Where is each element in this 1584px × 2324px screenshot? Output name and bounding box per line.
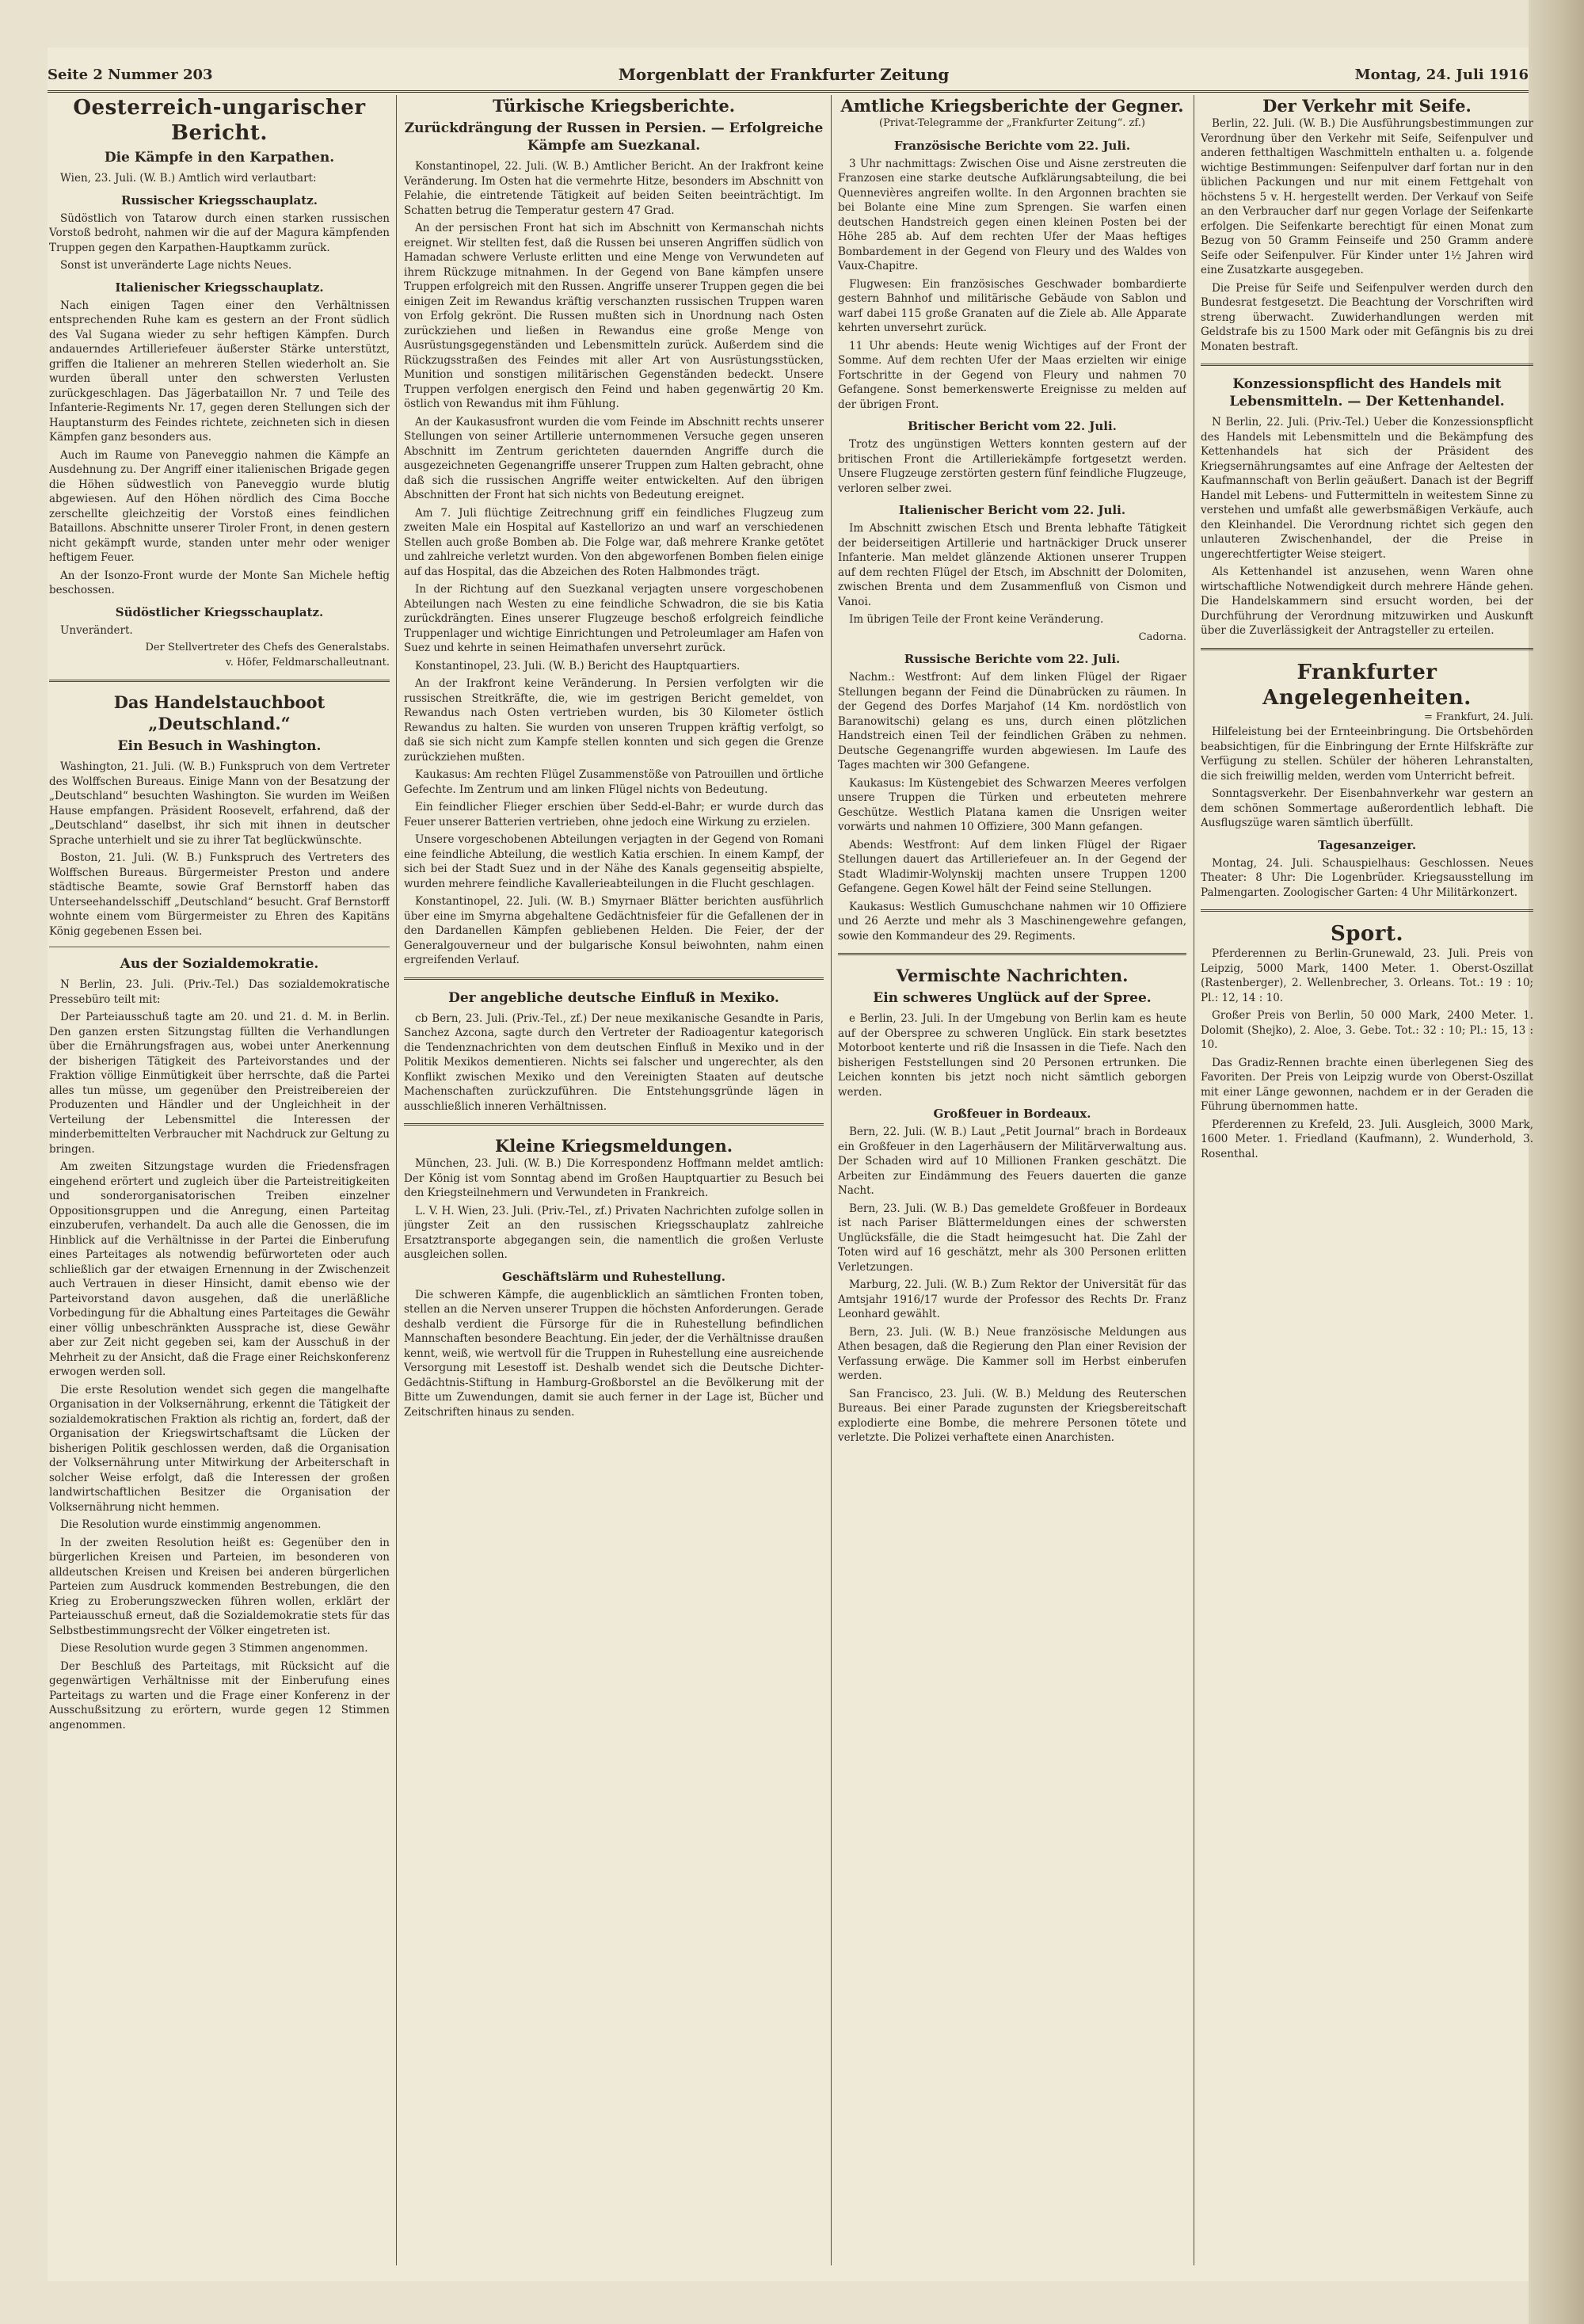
paragraph: Unverändert. [60,623,133,637]
book-spine [1529,0,1584,2324]
article-headline: Konzessionspflicht des Handels mit Lebensmitteln. — Der Kettenhandel. [1229,376,1505,410]
paragraph: Am zweiten Sitzungstage wurden die Friedensfragen eingehend erörtert und zugleich über die Parteistreitigkeiten und sonderorganisatorischen Treiben einzelner Oppositionsgruppen und die Anregung, einen Parteitag einzuberufen, verhandelt. Da auch alle die Genossen, die im Hinblick auf die Verhältnisse in der Partei die Einberufung eines Parteitages als notwendig befürworteten oder auch schließlich gar der etwaigen Ernennung in der Zwischenzeit auch Vertrauen in dieser Hinsicht, damit ebenso wie der Parteivorstand davon ausgehen, daß die unerläßliche Vorbedingung für die Abhaltung eines Parteitages die Gewähr einer völlig unbeschränkten Aussprache ist, diese Gewähr aber zur Zeit nicht gegeben sei, kam der Ausschuß in der Mehrheit zu der Ansicht, daß die Frage einer Reichskonferenz erwogen werden soll. [49,1160,390,1378]
dateline: Wien, 23. Juli. (W. B.) Amtlich wird verlautbart: [60,172,317,185]
divider [1201,909,1533,912]
source-note: (Privat-Telegramme der „Frankfurter Zeitung“. zf.) [879,117,1145,129]
paragraph: Pferderennen zu Krefeld, 23. Juli. Ausgleich, 3000 Mark, 1600 Meter. 1. Friedland (Kaufmann), 2. Wunderhold, 3. Rosenthal. [1201,1118,1533,1160]
paragraph: Berlin, 22. Juli. (W. B.) Die Ausführungsbestimmungen zur Verordnung über den Verkehr mit Seife, Seifenpulver und anderen fetthaltigen Waschmitteln enthalten u. a. folgende wichtige Bestimmungen: Seifenpulver darf fortan nur in den üblichen Packungen und nur mit einem Fettgehalt von höchstens 5 v. H. hergestellt werden. Der Verkauf von Seife an den Verbraucher darf nur gegen Vorlage der Seifenkarte erfolgen. Die Seifenkarte berechtigt für einen Monat zum Bezug von 50 Gramm Feinseife und 250 Gramm andere Seife oder Seifenpulver. Für Kinder unter 1½ Jahren wird eine Zusatzkarte ausgegeben. [1201,117,1533,276]
paragraph: cb Bern, 23. Juli. (Priv.-Tel., zf.) Der neue mexikanische Gesandte in Paris, Sanchez Azcona, sagte durch den Vertreter der Radioagentur kategorisch die Tendenznachrichten von dem deutschen Einfluß in Mexiko und in der Politik Mexikos dementieren. Nichts sei falscher und ungerechter, als den Konflikt zwischen Mexiko und den Vereinigten Staaten auf deutsche Machenschaften zurückzuführen. Die Entstehungsgründe lägen in ausschließlich inneren Verhältnissen. [404,1012,824,1113]
column-rule [396,95,397,2265]
paragraph: An der Irakfront keine Veränderung. In Persien verfolgten wir die russischen Streitkräfte, die, wie im gestrigen Bericht gemeldet, von Rewandus nach Osten vertrieben wurden, bis 30 Kilometer östlich Rewandus zu halten. Sie wurden von unseren Truppen kräftig verfolgt, so daß sie sich nicht zum Kampfe stellen konnten und sich gegen die Grenze zurückziehen mußten. [404,677,824,764]
article-headline: Der angebliche deutsche Einfluß in Mexiko. [448,989,779,1006]
paragraph: An der Isonzo-Front wurde der Monte San Michele heftig beschossen. [49,569,390,596]
paragraph: Der Parteiausschuß tagte am 20. und 21. d. M. in Berlin. Den ganzen ersten Sitzungstag füllten die Verhandlungen über die Ernährungsfragen aus, wobei unter Anerkennung der bisherigen Tätigkeit des Parteivorstandes und der Fraktion völlige Einmütigkeit über herrschte, daß die Partei alles tun müsse, um gegenüber den Preistreibereien der Produzenten und Händler und der Ungleichheit in der Verteilung der Lebensmittel die Interessen der minderbemittelten Verbraucher mit Nachdruck zur Geltung zu bringen. [49,1011,390,1156]
newspaper-title: Morgenblatt der Frankfurter Zeitung [618,65,950,84]
paragraph: N Berlin, 22. Juli. (Priv.-Tel.) Ueber die Konzessionspflicht des Handels mit Lebensmitteln und die Bekämpfung des Kettenhandels hat sich der Präsident des Kriegsernährungsamtes auf eine Anfrage der Aeltesten der Kaufmannschaft von Berlin geäußert. Danach ist der Begriff Handel mit Lebens- und Futtermitteln in weitestem Sinne zu verstehen und umfaßt alle gewerbsmäßigen Verkäufe, auch den Kleinhandel. Die Verordnung richtet sich gegen den unlauteren Zwischenhandel, der die Preise in ungerechtfertigter Weise steigert. [1201,416,1533,561]
divider [1201,364,1533,366]
section-heading: Geschäftslärm und Ruhestellung. [502,1269,725,1284]
section-heading: Großfeuer in Bordeaux. [933,1107,1091,1121]
paragraph: Bern, 22. Juli. (W. B.) Laut „Petit Journal“ brach in Bordeaux ein Großfeuer in den Lagerhäusern der Militärverwaltung aus. Der Schaden wird auf 10 Millionen Franken geschätzt. Die Arbeiten zur Eindämmung des Feuers dauerten die ganze Nacht. [838,1126,1186,1197]
paragraph: Bern, 23. Juli. (W. B.) Das gemeldete Großfeuer in Bordeaux ist nach Pariser Blättermeldungen eines der schwersten Unglücksfälle, die die Stadt heimgesucht hat. Die Zahl der Toten wird auf 16 geschätzt, mehr als 300 Personen erlitten Verletzungen. [838,1202,1186,1274]
article-headline: Sport. [1330,922,1404,946]
paragraph: Marburg, 22. Juli. (W. B.) Zum Rektor der Universität für das Amtsjahr 1916/17 wurde der Professor des Rechts Dr. Franz Leonhard gewählt. [838,1278,1186,1320]
signature: Der Stellvertreter des Chefs des Generalstabs. [145,642,390,653]
paragraph: Sonst ist unveränderte Lage nichts Neues. [60,259,292,272]
paragraph: Konstantinopel, 22. Juli. (W. B.) Smyrnaer Blätter berichten ausführlich über eine im Smyrna abgehaltene Gedächtnisfeier für die Gefallenen der in den Dardanellen Kämpfen gebliebenen Helden. Die Feier, der der Generalgouverneur und der bulgarische Konsul beiwohnten, nahm einen ergreifenden Verlauf. [404,895,824,966]
paragraph: Im Abschnitt zwischen Etsch und Brenta lebhafte Tätigkeit der beiderseitigen Artillerie und hartnäckiger Druck unserer Infanterie. Man meldet glänzende Aktionen unserer Truppen auf dem rechten Flügel der Etsch, im Abschnitt der Dolomiten, zwischen Brenta und dem Zusammenfluß von Cismon und Vanoi. [838,522,1186,608]
paragraph: Hilfeleistung bei der Ernteeinbringung. Die Ortsbehörden beabsichtigen, für die Einbringung der Ernte Hilfskräfte zur Verfügung zu stellen. Schüler der höheren Lehranstalten, die sich freiwillig melden, werden vom Unterricht befreit. [1201,726,1533,783]
masthead [48,59,1529,93]
paragraph: Diese Resolution wurde gegen 3 Stimmen angenommen. [60,1642,368,1655]
section-heading: Russischer Kriegsschauplatz. [121,192,318,208]
paragraph: N Berlin, 23. Juli. (Priv.-Tel.) Das sozialdemokratische Pressebüro teilt mit: [49,978,390,1006]
paragraph: Die schweren Kämpfe, die augenblicklich an sämtlichen Fronten toben, stellen an die Nerven unserer Truppen die höchsten Anforderungen. Gerade deshalb verdient die Fürsorge für die in Ruhestellung befindlichen Mannschaften besondere Beachtung. Ein jeder, der die Verhältnisse draußen kennt, weiß, wie wertvoll für die Truppen in Ruhestellung eine ausreichende Versorgung mit Lesestoff ist. Deshalb wendet sich die Deutsche Dichter-Gedächtnis-Stiftung in Hamburg-Großborstel an die Bevölkerung mit der Bitte um Zuwendungen, damit sie auch ferner in der Lage ist, Bücher und Zeitschriften hinaus zu senden. [404,1288,824,1419]
article-subheadline: Ein schweres Unglück auf der Spree. [873,990,1152,1006]
paragraph: Die Preise für Seife und Seifenpulver werden durch den Bundesrat festgesetzt. Die Beachtung der Vorschriften wird streng überwacht. Zuwiderhandlungen werden mit Geldstrafe bis zu 1500 Mark oder mit Gefängnis bis zu drei Monaten bestraft. [1201,281,1533,353]
paragraph: An der persischen Front hat sich im Abschnitt von Kermanschah nichts ereignet. Wir stellten fest, daß die Russen bei unseren Angriffen südlich von Hamadan schwere Verluste erlitten und eine Menge von Verwundeten auf ihrem Rückzuge mitnahmen. In der Gegend von Bane kämpfen unsere Truppen erfolgreich mit den Russen. Angriffe unserer Truppen gegen die bei einigen Zeit im Rewandus kräftig verschanzten russischen Truppen waren von Erfolg gekrönt. Die Russen mußten sich in Unordnung nach Osten zurückziehen und ließen in Rewandus eine große Menge von Ausrüstungsgegenständen und Lebensmitteln zurück. Außerdem sind die Rückzugsstraßen des Feindes mit aller Art von Ausrüstungsstücken, Munition und sonstigen militärischen Gegenständen bedeckt. Unsere Truppen verfolgen energisch den Feind und haben gegenwärtig 20 Km. östlich von Rewandus mit ihm Fühlung. [404,222,824,410]
article-headline: Oesterreich-ungarischer Bericht. [73,96,366,145]
paragraph: Sonntagsverkehr. Der Eisenbahnverkehr war gestern an dem schönen Sommertage außerordentlich lebhaft. Die Ausflugszüge waren sämtlich überfüllt. [1201,787,1533,829]
section-heading: Italienischer Bericht vom 22. Juli. [898,503,1126,517]
signature: Cadorna. [1138,631,1186,643]
article-headline: Aus der Sozialdemokratie. [120,956,319,972]
section-heading: Südöstlicher Kriegsschauplatz. [115,604,324,619]
paragraph: Die Resolution wurde einstimmig angenommen. [60,1518,322,1531]
paragraph: An der Kaukasusfront wurden die vom Feinde im Abschnitt rechts unserer Stellungen von seiner Artillerie unternommenen Versuche gegen unseren Abschnitt im Zentrum gerichteten dauernden Angriffe durch die ausgezeichneten Gegenangriffe unserer Truppen zum Halten gebracht, ohne daß sich die russischen Angriffe weiter entwickelten. Auf den übrigen Abschnitten der Front hat sich nichts von Bedeutung ereignet. [404,415,824,501]
paragraph: Am 7. Juli flüchtige Zeitrechnung griff ein feindliches Flugzeug zum zweiten Male ein Hospital auf Kastellorizo an und warf an verschiedenen Stellen auch große Bomben ab. Die Folge war, daß mehrere Kranke getötet und zahlreiche verletzt wurden. Von den abgeworfenen Bomben fielen einige auf das Hospital, das die Abzeichen des Roten Halbmondes trägt. [404,506,824,578]
paragraph: Im übrigen Teile der Front keine Veränderung. [849,613,1104,626]
paragraph: Nachm.: Westfront: Auf dem linken Flügel der Rigaer Stellungen begann der Feind die Dünabrücken zu räumen. In der Gegend des Dorfes Marjahof (14 Km. nordöstlich von Baranowitschi) gelang es uns, durch einen plötzlichen Handstreich einen Teil der feindlichen Gräben zu nehmen. Deutsche Gegenangriffe wurden abgewiesen. Im Laufe des Tages machten wir 300 Gefangene. [838,671,1186,771]
paragraph: In der zweiten Resolution heißt es: Gegenüber den in bürgerlichen Kreisen und Parteien, im besonderen von alldeutschen Kreisen und Kreisen bei anderen bürgerlichen Parteien zum Ausdruck kommenden Bestrebungen, die den Krieg zu Eroberungszwecken führen wollen, erklärt der Parteiausschuß erneut, daß die Sozialdemokratie stets für das Selbstbestimmungsrecht der Völker eingetreten ist. [49,1536,390,1637]
divider [404,1123,824,1126]
paragraph: Washington, 21. Juli. (W. B.) Funkspruch von dem Vertreter des Wolffschen Bureaus. Einige Mann von der Besatzung der „Deutschland“ besuchten Washington. Sie wurden im Weißen Hause empfangen. Präsident Roosevelt, erfahrend, daß der „Deutschland“ daselbst, ihr sich mit ihnen in deutscher Sprache unterhielt und sie zu ihrer Tat beglückwünschte. [49,760,390,847]
column-4 [1201,95,1533,2265]
paragraph: Kaukasus: Im Küstengebiet des Schwarzen Meeres verfolgen unsere Truppen die Türken und erbeuteten mehrere Geschütze. Westlich Platana kamen die Unsrigen weiter vorwärts und nahmen 10 Offiziere, 300 Mann gefangen. [838,776,1186,833]
paragraph: Die erste Resolution wendet sich gegen die mangelhafte Organisation in der Volksernährung, erkennt die Tätigkeit der sozialdemokratischen Fraktion als richtig an, fordert, daß der Organisation der Kriegswirtschaftsamt die Lücken der bisherigen Politik geschlossen werden, daß die Organisation der Volksernährung unter Mitwirkung der Arbeiterschaft in solcher Weise erfolgt, daß die Interessen der großen landwirtschaftlichen Besitzer die Organisation der Volksernährung nicht hemmen. [49,1383,390,1514]
paragraph: Großer Preis von Berlin, 50 000 Mark, 2400 Meter. 1. Dolomit (Shejko), 2. Aloe, 3. Gebe. Tot.: 32 : 10; Pl.: 15, 13 : 10. [1201,1009,1533,1051]
article-headline: Frankfurter Angelegenheiten. [1262,660,1472,710]
paragraph: e Berlin, 23. Juli. In der Umgebung von Berlin kam es heute auf der Oberspree zu schweren Unglück. Ein stark besetztes Motorboot kenterte und riß die Insassen in die Tiefe. Nach den bisherigen Feststellungen sind 20 Personen ertrunken. Die Leichen konnten bis jetzt noch nicht sämtlich geborgen werden. [838,1012,1186,1099]
paragraph: Unsere vorgeschobenen Abteilungen verjagten in der Gegend von Romani eine feindliche Abteilung, die westlich Katia erschien. In einem Kampf, der sich bei der Stadt Suez und in der Nähe des Kanals gegenseitig abspielte, wurden mehrere feindliche Kavallerieabteilungen in die Flucht geschlagen. [404,833,824,890]
article-subheadline: Die Kämpfe in den Karpathen. [104,150,335,166]
paragraph: Kaukasus: Westlich Gumuschchane nahmen wir 10 Offiziere und 26 Aerzte und mehr als 3 Maschinengewehre gefangen, sowie den Kommandeur des 29. Regiments. [838,900,1186,943]
paragraph: Konstantinopel, 22. Juli. (W. B.) Amtlicher Bericht. An der Irakfront keine Veränderung. Im Osten hat die vermehrte Hitze, besonders im Abschnitt von Felahie, die eintretende Tätigkeit auf beiden Seiten beeinträchtigt. Im Schatten betrug die Temperatur gestern 47 Grad. [404,160,824,217]
paragraph: In der Richtung auf den Suezkanal verjagten unsere vorgeschobenen Abteilungen nach Westen zu eine feindliche Schwadron, die sie bis Katia zurückdrängten. Eines unserer Flugzeuge beschoß erfolgreich feindliche Truppenlager und wichtige Einrichtungen und Petroleumlager am Hafen von Suez und kehrte in seinen Heimathafen unversehrt zurück. [404,583,824,654]
divider [1201,648,1533,650]
paragraph: Pferderennen zu Berlin-Grunewald, 23. Juli. Preis von Leipzig, 5000 Mark, 1400 Meter. 1. Oberst-Oszillat (Rastenberger), 2. Wellenbrecher, 3. Orleans. Tot.: 19 : 10; Pl.: 12, 14 : 10. [1201,947,1533,1004]
page-number: Seite 2 Nummer 203 [48,66,213,83]
article-subheadline: Zurückdrängung der Russen in Persien. — Erfolgreiche Kämpfe am Suezkanal. [404,120,824,154]
article-headline: Vermischte Nachrichten. [896,966,1129,985]
paragraph: Auch im Raume von Paneveggio nahmen die Kämpfe an Ausdehnung zu. Der Angriff einer italienischen Brigade gegen die Höhen südwestlich von Paneveggio wurde blutig abgewiesen. Auf den Höhen nördlich des Cima Bocche zerschellte gleichzeitig der Vorstoß eines feindlichen Bataillons. Abschnitte unserer Tiroler Front, in denen gestern nicht gekämpft wurde, standen unter mehr oder weniger heftigem Feuer. [49,448,390,564]
paragraph: 3 Uhr nachmittags: Zwischen Oise und Aisne zerstreuten die Franzosen eine starke deutsche Aufklärungsabteilung, die bei Quennevières angreifen wollte. In den Argonnen brachten sie bei Bolante eine Mine zum Sprengen. Sie warfen einen deutschen Handstreich gegen einen kleinen Posten bei der Höhe 285 ab. Auf dem rechten Ufer der Maas heftiges Bombardement in der Gegend von Fleury und des Waldes von Vaux-Chapitre. [838,157,1186,272]
paragraph: Das Gradiz-Rennen brachte einen überlegenen Sieg des Favoriten. Der Preis von Leipzig wurde von Oberst-Oszillat mit einer Länge gewonnen, nachdem er in der Geraden die Führung übernommen hatte. [1201,1056,1533,1113]
divider [404,977,824,980]
paragraph: Als Kettenhandel ist anzusehen, wenn Waren ohne wirtschaftliche Notwendigkeit durch mehrere Hände gehen. Die Handelskammern sind ersucht worden, bei der Durchführung der Verordnung mitzuwirken und Auskunft über die Zuverlässigkeit der Antragsteller zu erteilen. [1201,566,1533,637]
paragraph: San Francisco, 23. Juli. (W. B.) Meldung des Reuterschen Bureaus. Bei einer Parade zugunsten der Kriegsbereitschaft explodierte eine Bombe, die mehrere Personen tötete und verletzte. Die Polizei verhaftete einen Anarchisten. [838,1387,1186,1444]
section-heading: Britischer Bericht vom 22. Juli. [908,419,1117,433]
paragraph: Abends: Westfront: Auf dem linken Flügel der Rigaer Stellungen dauert das Artilleriefeuer an. In der Gegend der Stadt Wladimir-Wolynskij machten unsere Truppen 1200 Gefangene. Gegen Kowel hält der Feind seine Stellungen. [838,838,1186,895]
paragraph: L. V. H. Wien, 23. Juli. (Priv.-Tel., zf.) Privaten Nachrichten zufolge sollen in jüngster Zeit an den russischen Kriegsschauplatz zahlreiche Ersatztransporte abgegangen sein, die namentlich die großen Verluste ausgleichen sollen. [404,1204,824,1261]
section-heading: Tagesanzeiger. [1317,837,1417,852]
paragraph: München, 23. Juli. (W. B.) Die Korrespondenz Hoffmann meldet amtlich: Der König ist vom Sonntag abend im Großen Hauptquartier zu Besuch bei den Kriegsteilnehmern und Verwundeten in Frankreich. [404,1157,824,1199]
paragraph: 11 Uhr abends: Heute wenig Wichtiges auf der Front der Somme. Auf dem rechten Ufer der Maas erzielten wir einige Fortschritte in der Gegend von Fleury und nahmen 70 Gefangene. Sonst bemerkenswerte Ereignisse zu melden auf der übrigen Front. [838,339,1186,411]
paragraph: Südöstlich von Tatarow durch einen starken russischen Vorstoß bedroht, nahmen wir die auf der Magura kämpfenden Truppen gegen den Karpathen-Hauptkamm zurück. [49,211,390,254]
column-2 [404,95,824,2265]
paragraph: Montag, 24. Juli. Schauspielhaus: Geschlossen. Neues Theater: 8 Uhr: Die Logenbrüder. Kriegsausstellung im Palmengarten. Zoologischer Garten: 4 Uhr Militärkonzert. [1201,856,1533,899]
paragraph: Konstantinopel, 23. Juli. (W. B.) Bericht des Hauptquartiers. [415,659,741,672]
paragraph: Nach einigen Tagen einer den Verhältnissen entsprechenden Ruhe kam es gestern an der Front südlich des Val Sugana wieder zu sehr heftigen Kämpfen. Durch andauerndes Artilleriefeuer äußerster Stärke unterstützt, griffen die Italiener an mehreren Stellen wiederholt an. Sie wurden überall unter den schwersten Verlusten zurückgeschlagen. Das Jägerbataillon Nr. 7 und Teile des Infanterie-Regiments Nr. 17, gegen deren Stellungen sich der Hauptansturm des Feindes richtete, zeichneten sich in diesen Kämpfen ganz besonders aus. [49,299,390,444]
column-1 [49,95,390,2265]
paragraph: Kaukasus: Am rechten Flügel Zusammenstöße von Patrouillen und örtliche Gefechte. Im Zentrum und am linken Flügel nichts von Bedeutung. [404,768,824,796]
paragraph: Ein feindlicher Flieger erschien über Sedd-el-Bahr; er wurde durch das Feuer unserer Batterien vertrieben, ohne jedoch eine Wirkung zu erzielen. [404,801,824,829]
column-rule [831,95,832,2265]
article-headline: Türkische Kriegsberichte. [492,96,736,116]
dateline: = Frankfurt, 24. Juli. [1424,711,1533,723]
article-headline: Das Handelstauchboot „Deutschland.“ [113,692,326,733]
column-3 [838,95,1186,2265]
paragraph: Flugwesen: Ein französisches Geschwader bombardierte gestern Bahnhof und militärische Gebäude von Sablon und warf dabei 115 große Granaten auf die Ziele ab. Alle Apparate kehrten unversehrt zurück. [838,277,1186,334]
signature: v. Höfer, Feldmarschalleutnant. [225,656,390,669]
paragraph: Trotz des ungünstigen Wetters konnten gestern auf der britischen Front die Artilleriekämpfe fortgesetzt werden. Unsere Flugzeuge zerstörten gestern fünf feindliche Flugzeuge, verloren selber zwei. [838,438,1186,495]
paragraph: Boston, 21. Juli. (W. B.) Funkspruch des Vertreters des Wolffschen Bureaus. Bürgermeister Preston und andere städtische Beamte, sowie Graf Bernstorff haben das Unterseehandelsschiff „Deutschland“ besucht. Graf Bernstorff wohnte einem vom Bürgermeister zu Ehren des Kapitäns König gegebenen Essen bei. [49,851,390,938]
article-headline: Kleine Kriegsmeldungen. [494,1136,733,1156]
article-subheadline: Ein Besuch in Washington. [117,738,322,754]
section-heading: Französische Berichte vom 22. Juli. [893,138,1131,153]
article-headline: Amtliche Kriegsberichte der Gegner. [840,96,1184,116]
section-heading: Italienischer Kriegsschauplatz. [115,280,324,295]
paragraph: Bern, 23. Juli. (W. B.) Neue französische Meldungen aus Athen besagen, daß die Regierung den Plan einer Revision der Verfassung erwäge. Die Kammer soll im Herbst einberufen werden. [838,1325,1186,1382]
issue-date: Montag, 24. Juli 1916 [1354,66,1529,83]
article-headline: Der Verkehr mit Seife. [1262,96,1472,116]
divider [838,953,1186,955]
paragraph: Der Beschluß des Parteitags, mit Rücksicht auf die gegenwärtigen Verhältnisse mit der Einberufung eines Parteitags zu warten und die Frage einer Konferenz in der Ausschußsitzung zu erörtern, wurde gegen 12 Stimmen angenommen. [49,1659,390,1732]
section-heading: Russische Berichte vom 22. Juli. [904,652,1121,666]
divider [49,680,390,682]
